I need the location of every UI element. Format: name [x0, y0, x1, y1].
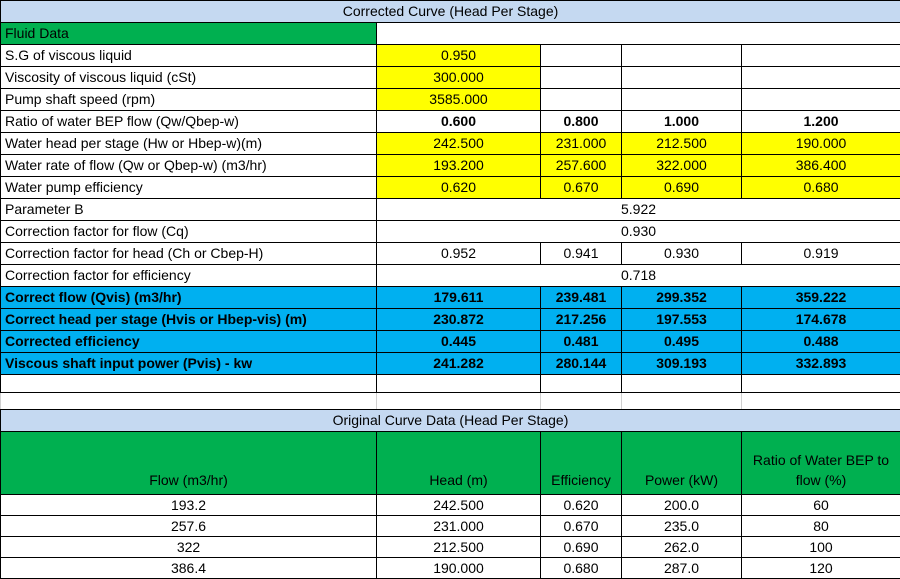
table-cell[interactable]: 60: [742, 495, 900, 516]
empty-cell[interactable]: [377, 375, 541, 393]
empty-cell[interactable]: [622, 393, 742, 410]
sg-value[interactable]: 0.950: [377, 45, 541, 67]
empty-cell[interactable]: [742, 45, 900, 67]
pvis-value[interactable]: 280.144: [541, 353, 622, 375]
header-power[interactable]: Power (kW): [622, 432, 742, 495]
hvis-value[interactable]: 230.872: [377, 309, 541, 331]
header-efficiency[interactable]: Efficiency: [541, 432, 622, 495]
corrected-curve-title: Corrected Curve (Head Per Stage): [1, 1, 900, 23]
table-cell[interactable]: 386.4: [1, 558, 377, 579]
param-b-value[interactable]: 5.922: [377, 199, 900, 221]
water-rate-value[interactable]: 386.400: [742, 155, 900, 177]
ch-label[interactable]: Correction factor for head (Ch or Cbep-H): [1, 243, 377, 265]
ratio-value[interactable]: 0.600: [377, 111, 541, 133]
ratio-value[interactable]: 1.200: [742, 111, 900, 133]
original-curve-title: Original Curve Data (Head Per Stage): [1, 410, 900, 432]
qvis-value[interactable]: 179.611: [377, 287, 541, 309]
empty-cell[interactable]: [541, 393, 622, 410]
qvis-value[interactable]: 299.352: [622, 287, 742, 309]
water-head-value[interactable]: 190.000: [742, 133, 900, 155]
water-head-value[interactable]: 242.500: [377, 133, 541, 155]
table-cell[interactable]: 100: [742, 537, 900, 558]
empty-cell[interactable]: [622, 67, 742, 89]
fluid-data-label[interactable]: Fluid Data: [1, 23, 377, 45]
empty-cell[interactable]: [622, 375, 742, 393]
ceff-label[interactable]: Corrected efficiency: [1, 331, 377, 353]
ce-label[interactable]: Correction factor for efficiency: [1, 265, 377, 287]
header-flow[interactable]: Flow (m3/hr): [1, 432, 377, 495]
water-head-value[interactable]: 212.500: [622, 133, 742, 155]
table-cell[interactable]: 287.0: [622, 558, 742, 579]
table-cell[interactable]: 257.6: [1, 516, 377, 537]
ceff-value[interactable]: 0.445: [377, 331, 541, 353]
ceff-value[interactable]: 0.488: [742, 331, 900, 353]
speed-label[interactable]: Pump shaft speed (rpm): [1, 89, 377, 111]
pvis-value[interactable]: 309.193: [622, 353, 742, 375]
viscosity-value[interactable]: 300.000: [377, 67, 541, 89]
table-cell[interactable]: 212.500: [377, 537, 541, 558]
water-eff-value[interactable]: 0.670: [541, 177, 622, 199]
param-b-label[interactable]: Parameter B: [1, 199, 377, 221]
ch-value[interactable]: 0.941: [541, 243, 622, 265]
hvis-value[interactable]: 197.553: [622, 309, 742, 331]
speed-value[interactable]: 3585.000: [377, 89, 541, 111]
water-rate-value[interactable]: 322.000: [622, 155, 742, 177]
viscosity-label[interactable]: Viscosity of viscous liquid (cSt): [1, 67, 377, 89]
water-rate-value[interactable]: 257.600: [541, 155, 622, 177]
ce-value[interactable]: 0.718: [377, 265, 900, 287]
ratio-value[interactable]: 1.000: [622, 111, 742, 133]
qvis-value[interactable]: 359.222: [742, 287, 900, 309]
water-rate-value[interactable]: 193.200: [377, 155, 541, 177]
header-ratio[interactable]: Ratio of Water BEP to flow (%): [742, 432, 900, 495]
empty-cell[interactable]: [1, 375, 377, 393]
empty-cell[interactable]: [541, 45, 622, 67]
pvis-value[interactable]: 241.282: [377, 353, 541, 375]
pvis-label[interactable]: Viscous shaft input power (Pvis) - kw: [1, 353, 377, 375]
empty-cell[interactable]: [742, 393, 900, 410]
water-eff-value[interactable]: 0.680: [742, 177, 900, 199]
empty-cell[interactable]: [1, 393, 377, 410]
empty-cell[interactable]: [742, 375, 900, 393]
water-eff-label[interactable]: Water pump efficiency: [1, 177, 377, 199]
cq-label[interactable]: Correction factor for flow (Cq): [1, 221, 377, 243]
table-cell[interactable]: 0.620: [541, 495, 622, 516]
table-cell[interactable]: 200.0: [622, 495, 742, 516]
sg-label[interactable]: S.G of viscous liquid: [1, 45, 377, 67]
table-cell[interactable]: 0.670: [541, 516, 622, 537]
hvis-value[interactable]: 174.678: [742, 309, 900, 331]
pvis-value[interactable]: 332.893: [742, 353, 900, 375]
water-eff-value[interactable]: 0.620: [377, 177, 541, 199]
ch-value[interactable]: 0.919: [742, 243, 900, 265]
table-cell[interactable]: 235.0: [622, 516, 742, 537]
empty-cell[interactable]: [622, 89, 742, 111]
qvis-label[interactable]: Correct flow (Qvis) (m3/hr): [1, 287, 377, 309]
cq-value[interactable]: 0.930: [377, 221, 900, 243]
table-cell[interactable]: 0.680: [541, 558, 622, 579]
empty-cell[interactable]: [742, 89, 900, 111]
hvis-label[interactable]: Correct head per stage (Hvis or Hbep-vis) (m): [1, 309, 377, 331]
water-rate-label[interactable]: Water rate of flow (Qw or Qbep-w) (m3/hr): [1, 155, 377, 177]
ratio-label[interactable]: Ratio of water BEP flow (Qw/Qbep-w): [1, 111, 377, 133]
water-head-label[interactable]: Water head per stage (Hw or Hbep-w)(m): [1, 133, 377, 155]
ratio-value[interactable]: 0.800: [541, 111, 622, 133]
empty-cell[interactable]: [622, 45, 742, 67]
water-head-value[interactable]: 231.000: [541, 133, 622, 155]
empty-cell[interactable]: [377, 23, 900, 45]
table-cell[interactable]: 322: [1, 537, 377, 558]
qvis-value[interactable]: 239.481: [541, 287, 622, 309]
ch-value[interactable]: 0.930: [622, 243, 742, 265]
ceff-value[interactable]: 0.481: [541, 331, 622, 353]
table-cell[interactable]: 80: [742, 516, 900, 537]
hvis-value[interactable]: 217.256: [541, 309, 622, 331]
empty-cell[interactable]: [541, 67, 622, 89]
table-cell[interactable]: 231.000: [377, 516, 541, 537]
table-cell[interactable]: 190.000: [377, 558, 541, 579]
empty-cell[interactable]: [541, 89, 622, 111]
table-cell[interactable]: 242.500: [377, 495, 541, 516]
header-head[interactable]: Head (m): [377, 432, 541, 495]
table-cell[interactable]: 262.0: [622, 537, 742, 558]
ceff-value[interactable]: 0.495: [622, 331, 742, 353]
table-cell[interactable]: 193.2: [1, 495, 377, 516]
table-cell[interactable]: 120: [742, 558, 900, 579]
empty-cell[interactable]: [377, 393, 541, 410]
table-cell[interactable]: 0.690: [541, 537, 622, 558]
ch-value[interactable]: 0.952: [377, 243, 541, 265]
empty-cell[interactable]: [541, 375, 622, 393]
empty-cell[interactable]: [742, 67, 900, 89]
water-eff-value[interactable]: 0.690: [622, 177, 742, 199]
